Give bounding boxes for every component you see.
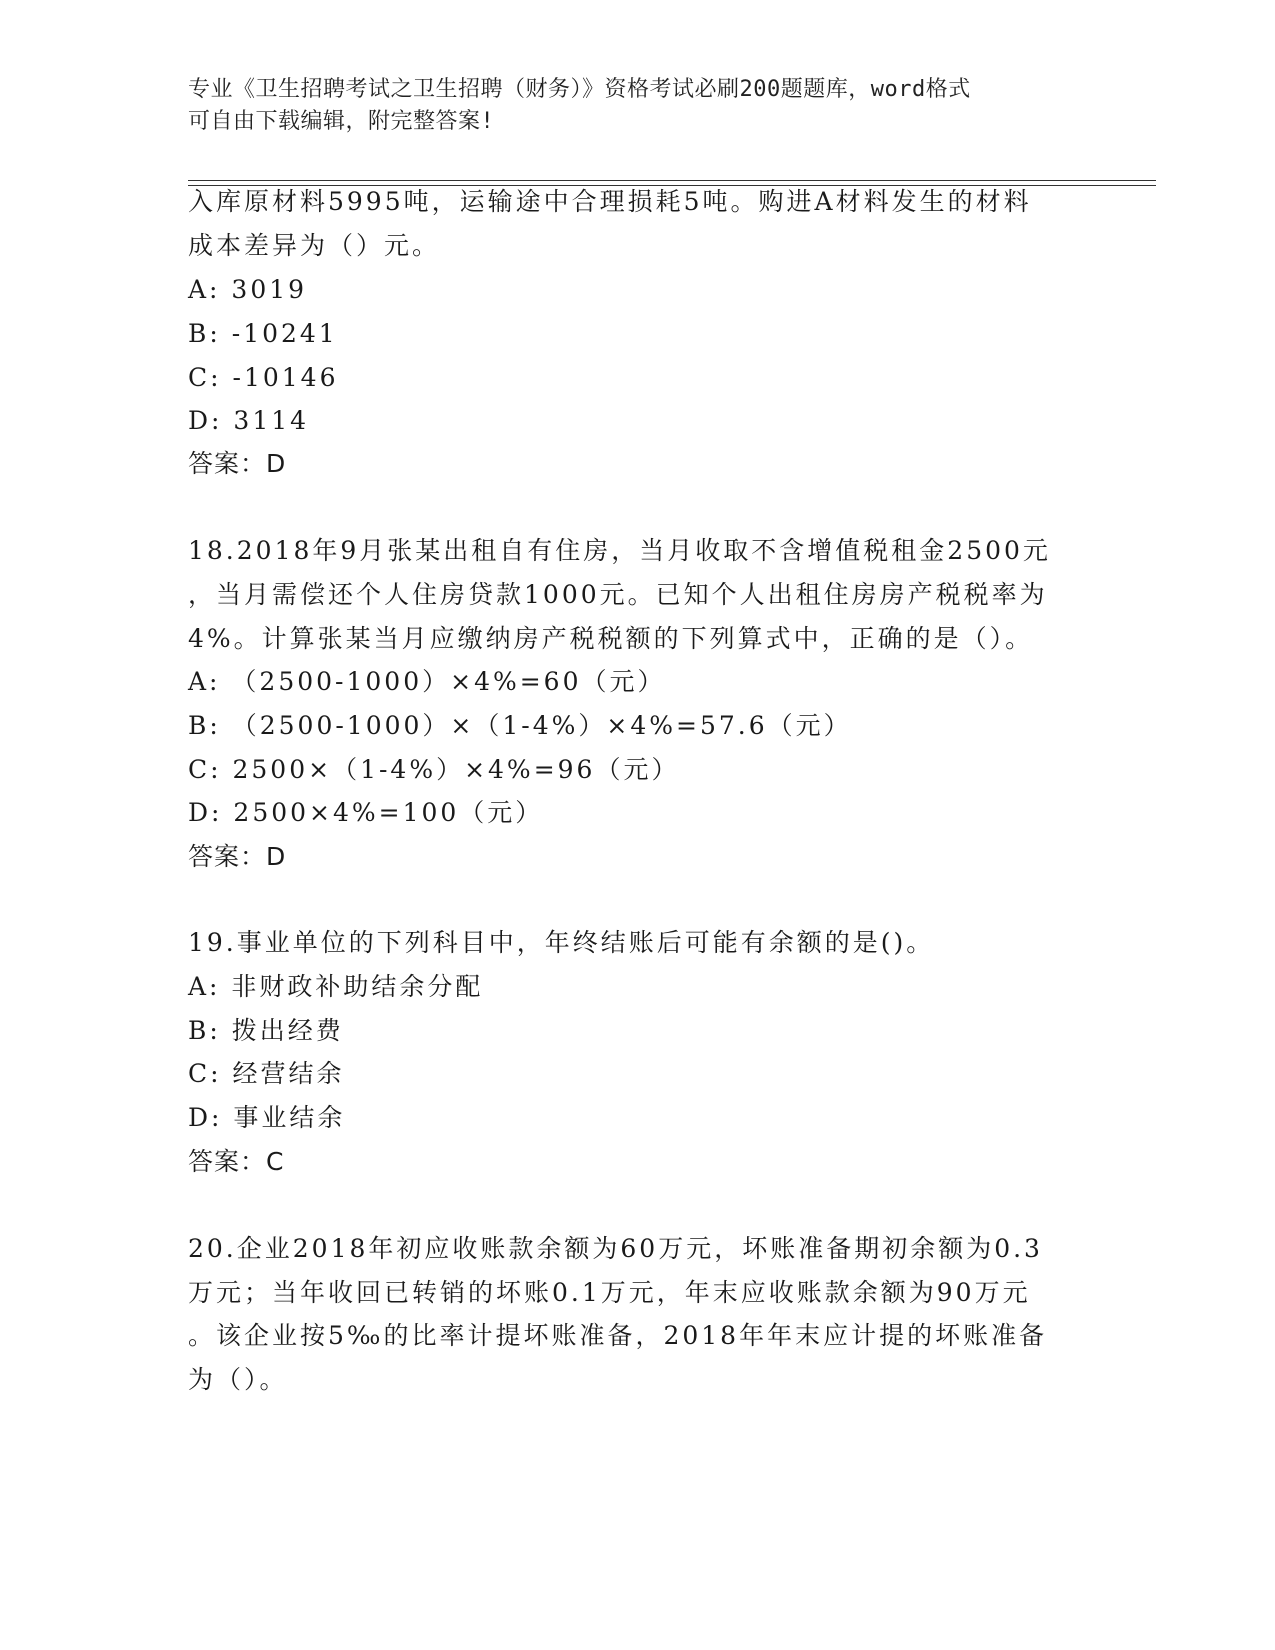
option-a: A: 3019 <box>188 275 308 304</box>
answer-label: 答案：C <box>188 1147 285 1176</box>
header-title-line-2: 可自由下载编辑，附完整答案! <box>188 109 495 134</box>
question-stem-line: 。该企业按5‰的比率计提坏账准备，2018年年末应计提的坏账准备 <box>188 1321 1048 1350</box>
option-b: B: 拨出经费 <box>188 1016 344 1045</box>
question-stem-line: 18.2018年9月张某出租自有住房，当月收取不含增值税租金2500元 <box>188 536 1051 565</box>
option-d: D: 事业结余 <box>188 1103 346 1132</box>
answer-label: 答案：D <box>188 449 287 478</box>
header-divider-bottom <box>188 185 1156 186</box>
option-b: B: -10241 <box>188 319 338 348</box>
question-stem-line: ，当月需偿还个人住房贷款1000元。已知个人出租住房房产税税率为 <box>188 580 1048 609</box>
question-stem-line: 4%。计算张某当月应缴纳房产税税额的下列算式中，正确的是（）。 <box>188 624 1034 653</box>
question-stem-line: 成本差异为（）元。 <box>188 231 441 260</box>
question-stem-line: 万元；当年收回已转销的坏账0.1万元，年末应收账款余额为90万元 <box>188 1278 1031 1307</box>
option-a: A: 非财政补助结余分配 <box>188 972 484 1001</box>
option-c: C: 2500×（1-4%）×4%=96（元） <box>188 755 680 784</box>
option-b: B: （2500-1000）×（1-4%）×4%=57.6（元） <box>188 711 852 740</box>
question-stem-line: 19.事业单位的下列科目中，年终结账后可能有余额的是()。 <box>188 928 935 957</box>
option-c: C: 经营结余 <box>188 1059 345 1088</box>
option-c: C: -10146 <box>188 363 339 392</box>
header-title-line-1: 专业《卫生招聘考试之卫生招聘（财务）》资格考试必刷200题题库，word格式 <box>188 77 971 102</box>
option-d: D: 3114 <box>188 406 310 435</box>
header-divider-top <box>188 180 1156 181</box>
option-d: D: 2500×4%=100（元） <box>188 798 544 827</box>
question-stem-line: 20.企业2018年初应收账款余额为60万元，坏账准备期初余额为0.3 <box>188 1234 1043 1263</box>
question-stem-line: 入库原材料5995吨，运输途中合理损耗5吨。购进A材料发生的材料 <box>188 187 1032 216</box>
document-header <box>188 74 1088 138</box>
answer-label: 答案：D <box>188 842 287 871</box>
question-stem-line: 为（）。 <box>188 1365 288 1394</box>
option-a: A: （2500-1000）×4%=60（元） <box>188 667 666 696</box>
